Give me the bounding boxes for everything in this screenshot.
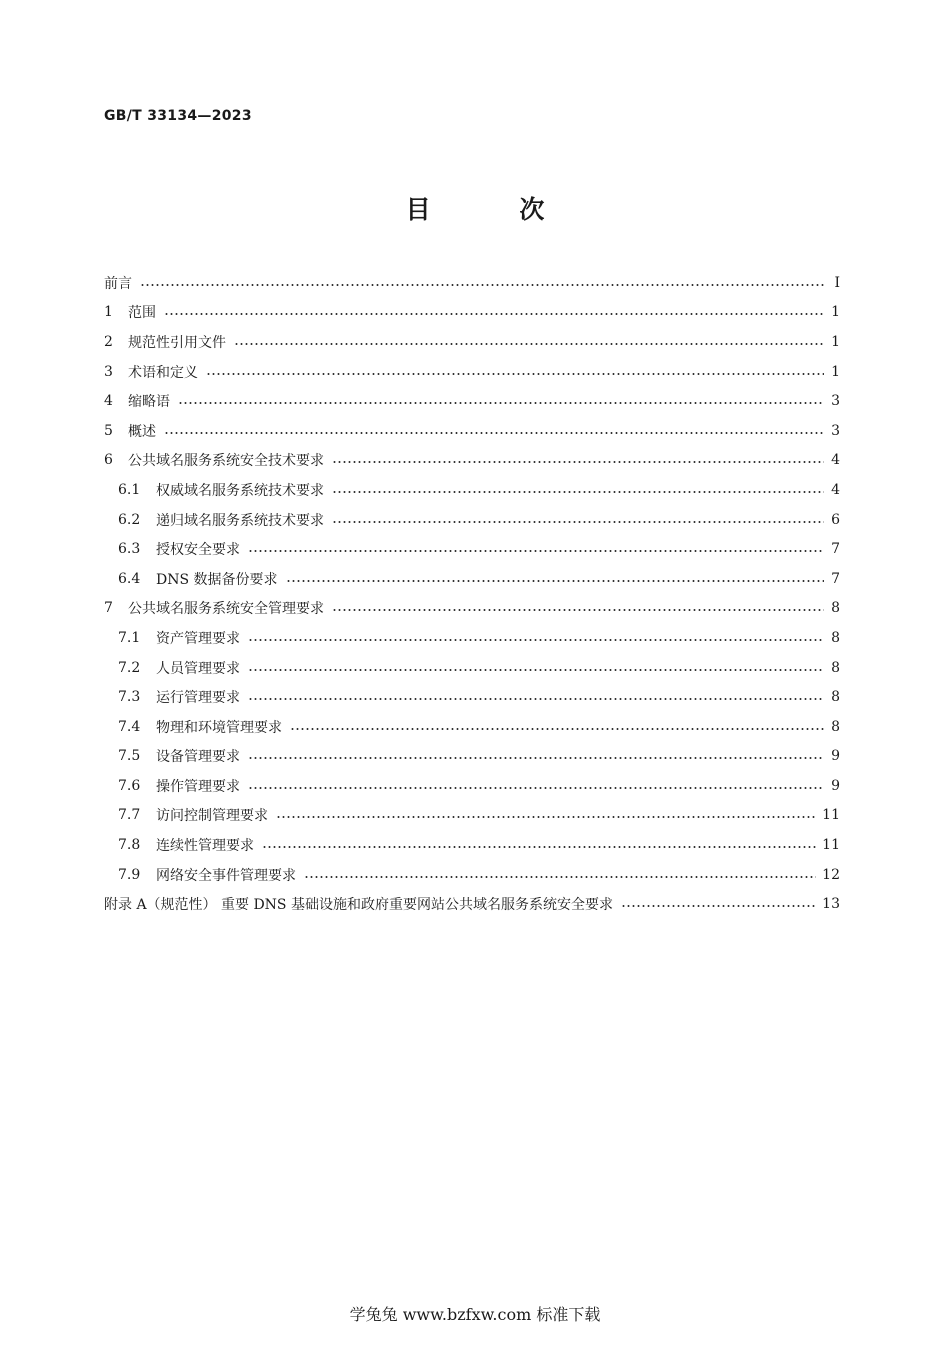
toc-entry[interactable] xyxy=(104,712,840,742)
toc-entry-number: 5 xyxy=(104,422,113,439)
toc-entry-page: 11 xyxy=(822,837,840,854)
toc-entry-number: 7.6 xyxy=(118,777,141,794)
toc-entry-label: 资产管理要求 xyxy=(156,630,240,647)
toc-entry[interactable] xyxy=(104,505,840,535)
toc-entry-page: 8 xyxy=(831,689,840,706)
toc-entry-page: 3 xyxy=(831,422,840,439)
toc-entry-number: 7.2 xyxy=(118,659,141,676)
toc-entry-number: 6.2 xyxy=(118,511,141,528)
toc-entry[interactable] xyxy=(104,623,840,653)
toc-entry-label: 范围 xyxy=(128,305,156,322)
toc-entry-label: 递归域名服务系统技术要求 xyxy=(156,512,324,529)
toc-entry[interactable] xyxy=(104,268,840,298)
dot-leader xyxy=(206,373,824,375)
toc-entry-number: 4 xyxy=(104,393,113,410)
toc-entry-label: DNS 数据备份要求 xyxy=(156,571,278,588)
toc-entry-number: 3 xyxy=(104,363,113,380)
toc-entry[interactable] xyxy=(104,889,840,919)
document-number: GB/T 33134—2023 xyxy=(104,108,252,124)
toc-entry-number: 7.9 xyxy=(118,866,141,883)
toc-entry-label: 术语和定义 xyxy=(128,364,198,381)
dot-leader xyxy=(332,609,824,611)
dot-leader xyxy=(290,728,824,730)
toc-entry-page: 1 xyxy=(831,304,840,321)
dot-leader xyxy=(234,343,824,345)
dot-leader xyxy=(140,284,824,286)
dot-leader xyxy=(164,313,824,315)
dot-leader xyxy=(248,787,824,789)
dot-leader xyxy=(262,846,816,848)
toc-entry[interactable] xyxy=(104,446,840,476)
toc-entry-page: 6 xyxy=(831,511,840,528)
dot-leader xyxy=(304,876,816,878)
toc-entry[interactable] xyxy=(104,830,840,860)
toc-entry[interactable] xyxy=(104,742,840,772)
toc-entry-label: 公共域名服务系统安全管理要求 xyxy=(128,601,324,618)
toc-entry-number: 7.5 xyxy=(118,748,141,765)
toc-entry[interactable] xyxy=(104,386,840,416)
toc-title: 目 次 xyxy=(405,195,585,224)
toc-entry-page: 9 xyxy=(831,777,840,794)
toc-entry-page: 13 xyxy=(822,896,840,913)
toc-entry-number: 6.3 xyxy=(118,541,141,558)
toc-entry-page: 7 xyxy=(831,541,840,558)
dot-leader xyxy=(286,580,824,582)
toc-entry-page: 4 xyxy=(831,452,840,469)
toc-entry[interactable] xyxy=(104,534,840,564)
dot-leader xyxy=(248,669,824,671)
toc-entry[interactable] xyxy=(104,298,840,328)
toc-entry-label: 规范性引用文件 xyxy=(128,334,226,351)
dot-leader xyxy=(248,550,824,552)
footer-watermark: 学兔兔 www.bzfxw.com 标准下载 xyxy=(349,1305,601,1324)
toc-entry-label: 公共域名服务系统安全技术要求 xyxy=(128,453,324,470)
toc-entry-label: 授权安全要求 xyxy=(156,542,240,559)
dot-leader xyxy=(332,521,824,523)
toc-entry-number: 7.3 xyxy=(118,689,141,706)
toc-entry-label: 物理和环境管理要求 xyxy=(156,719,282,736)
toc-entry-label: 附录 A（规范性） 重要 DNS 基础设施和政府重要网站公共域名服务系统安全要求 xyxy=(104,897,613,914)
toc-entry-page: 8 xyxy=(831,600,840,617)
toc-entry-label: 连续性管理要求 xyxy=(156,838,254,855)
toc-entry-number: 7 xyxy=(104,600,113,617)
dot-leader xyxy=(178,402,824,404)
toc-entry[interactable] xyxy=(104,594,840,624)
toc-entry-page: 11 xyxy=(822,807,840,824)
toc-entry-label: 访问控制管理要求 xyxy=(156,808,268,825)
toc-entry-label: 前言 xyxy=(104,275,132,292)
toc-entry-label: 设备管理要求 xyxy=(156,749,240,766)
toc-entry-number: 7.8 xyxy=(118,837,141,854)
toc-entry-number: 2 xyxy=(104,333,113,350)
toc-entry-number: 6.1 xyxy=(118,481,141,498)
toc-entry[interactable] xyxy=(104,416,840,446)
toc-entry[interactable] xyxy=(104,801,840,831)
toc-entry-number: 6 xyxy=(104,452,113,469)
toc-entry[interactable] xyxy=(104,475,840,505)
toc-entry-page: 8 xyxy=(831,629,840,646)
dot-leader xyxy=(248,757,824,759)
dot-leader xyxy=(332,491,824,493)
dot-leader xyxy=(248,639,824,641)
toc-entry-label: 概述 xyxy=(128,423,156,440)
dot-leader xyxy=(332,461,824,463)
toc-entry-label: 缩略语 xyxy=(128,394,170,411)
toc-entry-page: 8 xyxy=(831,659,840,676)
dot-leader xyxy=(276,816,816,818)
toc-entry[interactable] xyxy=(104,327,840,357)
toc-entry[interactable] xyxy=(104,357,840,387)
toc-entry[interactable] xyxy=(104,771,840,801)
table-of-contents xyxy=(104,268,840,919)
toc-entry-label: 运行管理要求 xyxy=(156,690,240,707)
toc-entry[interactable] xyxy=(104,682,840,712)
toc-entry-page: Ⅰ xyxy=(834,274,840,291)
toc-entry-label: 网络安全事件管理要求 xyxy=(156,867,296,884)
toc-entry[interactable] xyxy=(104,653,840,683)
toc-entry-page: 1 xyxy=(831,363,840,380)
toc-entry-page: 8 xyxy=(831,718,840,735)
toc-entry-label: 人员管理要求 xyxy=(156,660,240,677)
toc-entry-number: 1 xyxy=(104,304,113,321)
dot-leader xyxy=(248,698,824,700)
toc-entry-number: 7.4 xyxy=(118,718,141,735)
toc-entry-page: 3 xyxy=(831,393,840,410)
dot-leader xyxy=(164,432,824,434)
toc-entry-number: 7.1 xyxy=(118,629,141,646)
toc-entry-page: 1 xyxy=(831,333,840,350)
toc-entry-label: 权威域名服务系统技术要求 xyxy=(156,482,324,499)
toc-entry-page: 12 xyxy=(822,866,840,883)
dot-leader xyxy=(621,905,816,907)
toc-entry-page: 4 xyxy=(831,481,840,498)
toc-entry[interactable] xyxy=(104,860,840,890)
toc-entry[interactable] xyxy=(104,564,840,594)
toc-entry-label: 操作管理要求 xyxy=(156,778,240,795)
toc-entry-page: 9 xyxy=(831,748,840,765)
toc-entry-number: 6.4 xyxy=(118,570,141,587)
toc-entry-page: 7 xyxy=(831,570,840,587)
toc-entry-number: 7.7 xyxy=(118,807,141,824)
